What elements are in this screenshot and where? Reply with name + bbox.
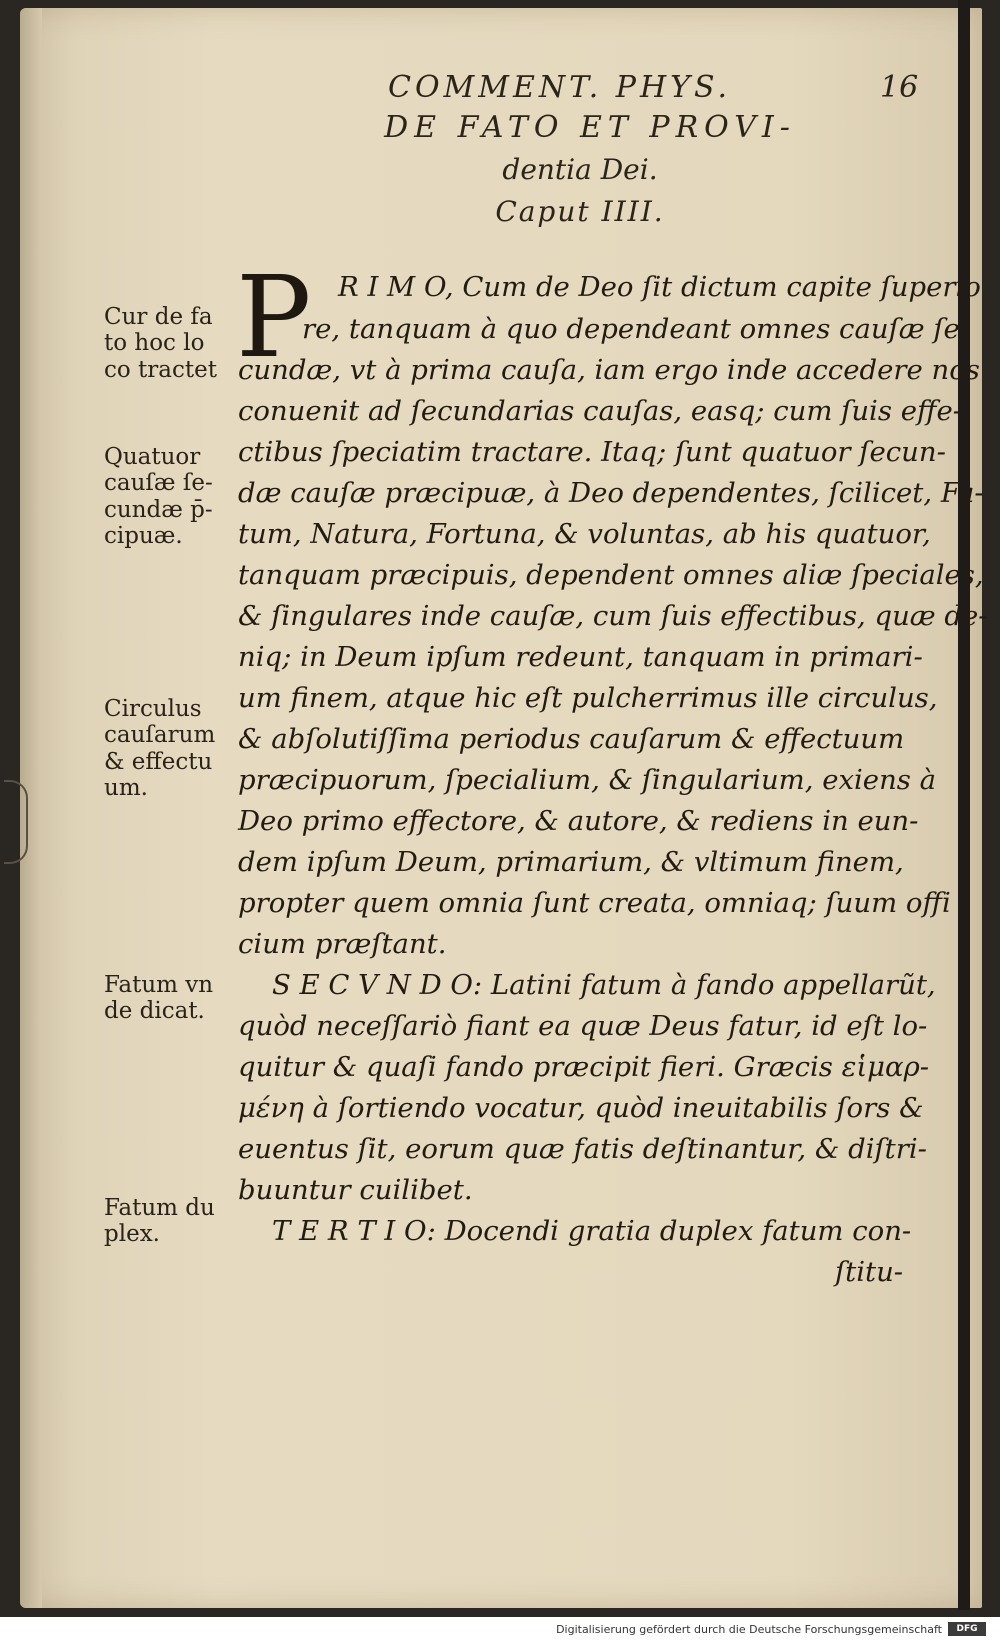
margin-note: Circulus cauſarum & effectu um.: [104, 696, 216, 802]
text-line: S E C V N D O: Latini fatum à fando appellarũt,: [272, 969, 936, 1001]
text-line: re, tanquam à quo dependeant omnes cauſæ ſe-: [302, 313, 970, 345]
catchword: ſtitu-: [835, 1256, 904, 1288]
text-line: μένη à ſortiendo vocatur, quòd ineuitabilis ſors &: [238, 1092, 924, 1124]
page-clip: [4, 780, 28, 864]
page-edge: [958, 0, 970, 1610]
text-line: tanquam præcipuis, dependent omnes aliæ ſpeciales,: [238, 559, 984, 591]
text-line: euentus ſit, eorum quæ fatis deſtinantur, & diſtri-: [238, 1133, 927, 1165]
margin-note: Fatum vn de dicat.: [104, 972, 214, 1025]
chapter-title-line-3: Caput IIII.: [495, 195, 665, 228]
dfg-logo: DFG: [948, 1622, 986, 1636]
chapter-title-line-1: DE FATO ET PROVI-: [384, 110, 796, 145]
text-line: R I M O, Cum de Deo ſit dictum capite ſuperio: [338, 271, 981, 303]
drop-cap: P: [236, 253, 312, 383]
running-title: COMMENT. PHYS.: [388, 70, 731, 105]
page-number: 16: [880, 70, 919, 105]
text-line: T E R T I O: Docendi gratia duplex fatum con-: [272, 1215, 912, 1247]
text-line: dæ cauſæ præcipuæ, à Deo dependentes, ſcilicet, Fa-: [238, 477, 984, 509]
text-line: & abſolutiſſima periodus cauſarum & effectuum: [238, 723, 905, 755]
margin-note: Fatum du plex.: [104, 1195, 215, 1248]
footer-bar: [0, 1617, 1000, 1643]
text-line: quitur & quaſi fando præcipit fieri. Græcis εἱμαρ-: [238, 1051, 930, 1083]
text-line: conuenit ad ſecundarias cauſas, easq; cum ſuis effe-: [238, 395, 963, 427]
text-line: um finem, atque hic eſt pulcherrimus ille circulus,: [238, 682, 938, 714]
text-line: dem ipſum Deum, primarium, & vltimum finem,: [238, 846, 904, 878]
text-line: buuntur cuilibet.: [238, 1174, 473, 1206]
text-line: propter quem omnia ſunt creata, omniaq; ſuum offi: [238, 887, 951, 919]
text-line: ctibus ſpeciatim tractare. Itaq; ſunt quatuor ſecun-: [238, 436, 946, 468]
chapter-title-line-2: dentia Dei.: [502, 153, 658, 186]
text-line: tum, Natura, Fortuna, & voluntas, ab his quatuor,: [238, 518, 931, 550]
text-line: niq; in Deum ipſum redeunt, tanquam in primari-: [238, 641, 923, 673]
text-line: cium præſtant.: [238, 928, 447, 960]
text-line: & ſingulares inde cauſæ, cum ſuis effectibus, quæ de-: [238, 600, 988, 632]
funding-credit: Digitalisierung gefördert durch die Deutsche Forschungsgemeinschaft: [556, 1623, 942, 1636]
text-line: præcipuorum, ſpecialium, & ſingularium, exiens à: [238, 764, 937, 796]
margin-note: Quatuor cauſæ ſe- cundæ p̄- cipuæ.: [104, 444, 213, 550]
text-line: cundæ, vt à prima cauſa, iam ergo inde accedere nos: [238, 354, 980, 386]
margin-note: Cur de fa to hoc lo co tractet: [104, 304, 217, 383]
text-line: Deo primo effectore, & autore, & rediens in eun-: [238, 805, 919, 837]
text-line: quòd neceſſariò fiant ea quæ Deus fatur, id eſt lo-: [238, 1010, 928, 1042]
